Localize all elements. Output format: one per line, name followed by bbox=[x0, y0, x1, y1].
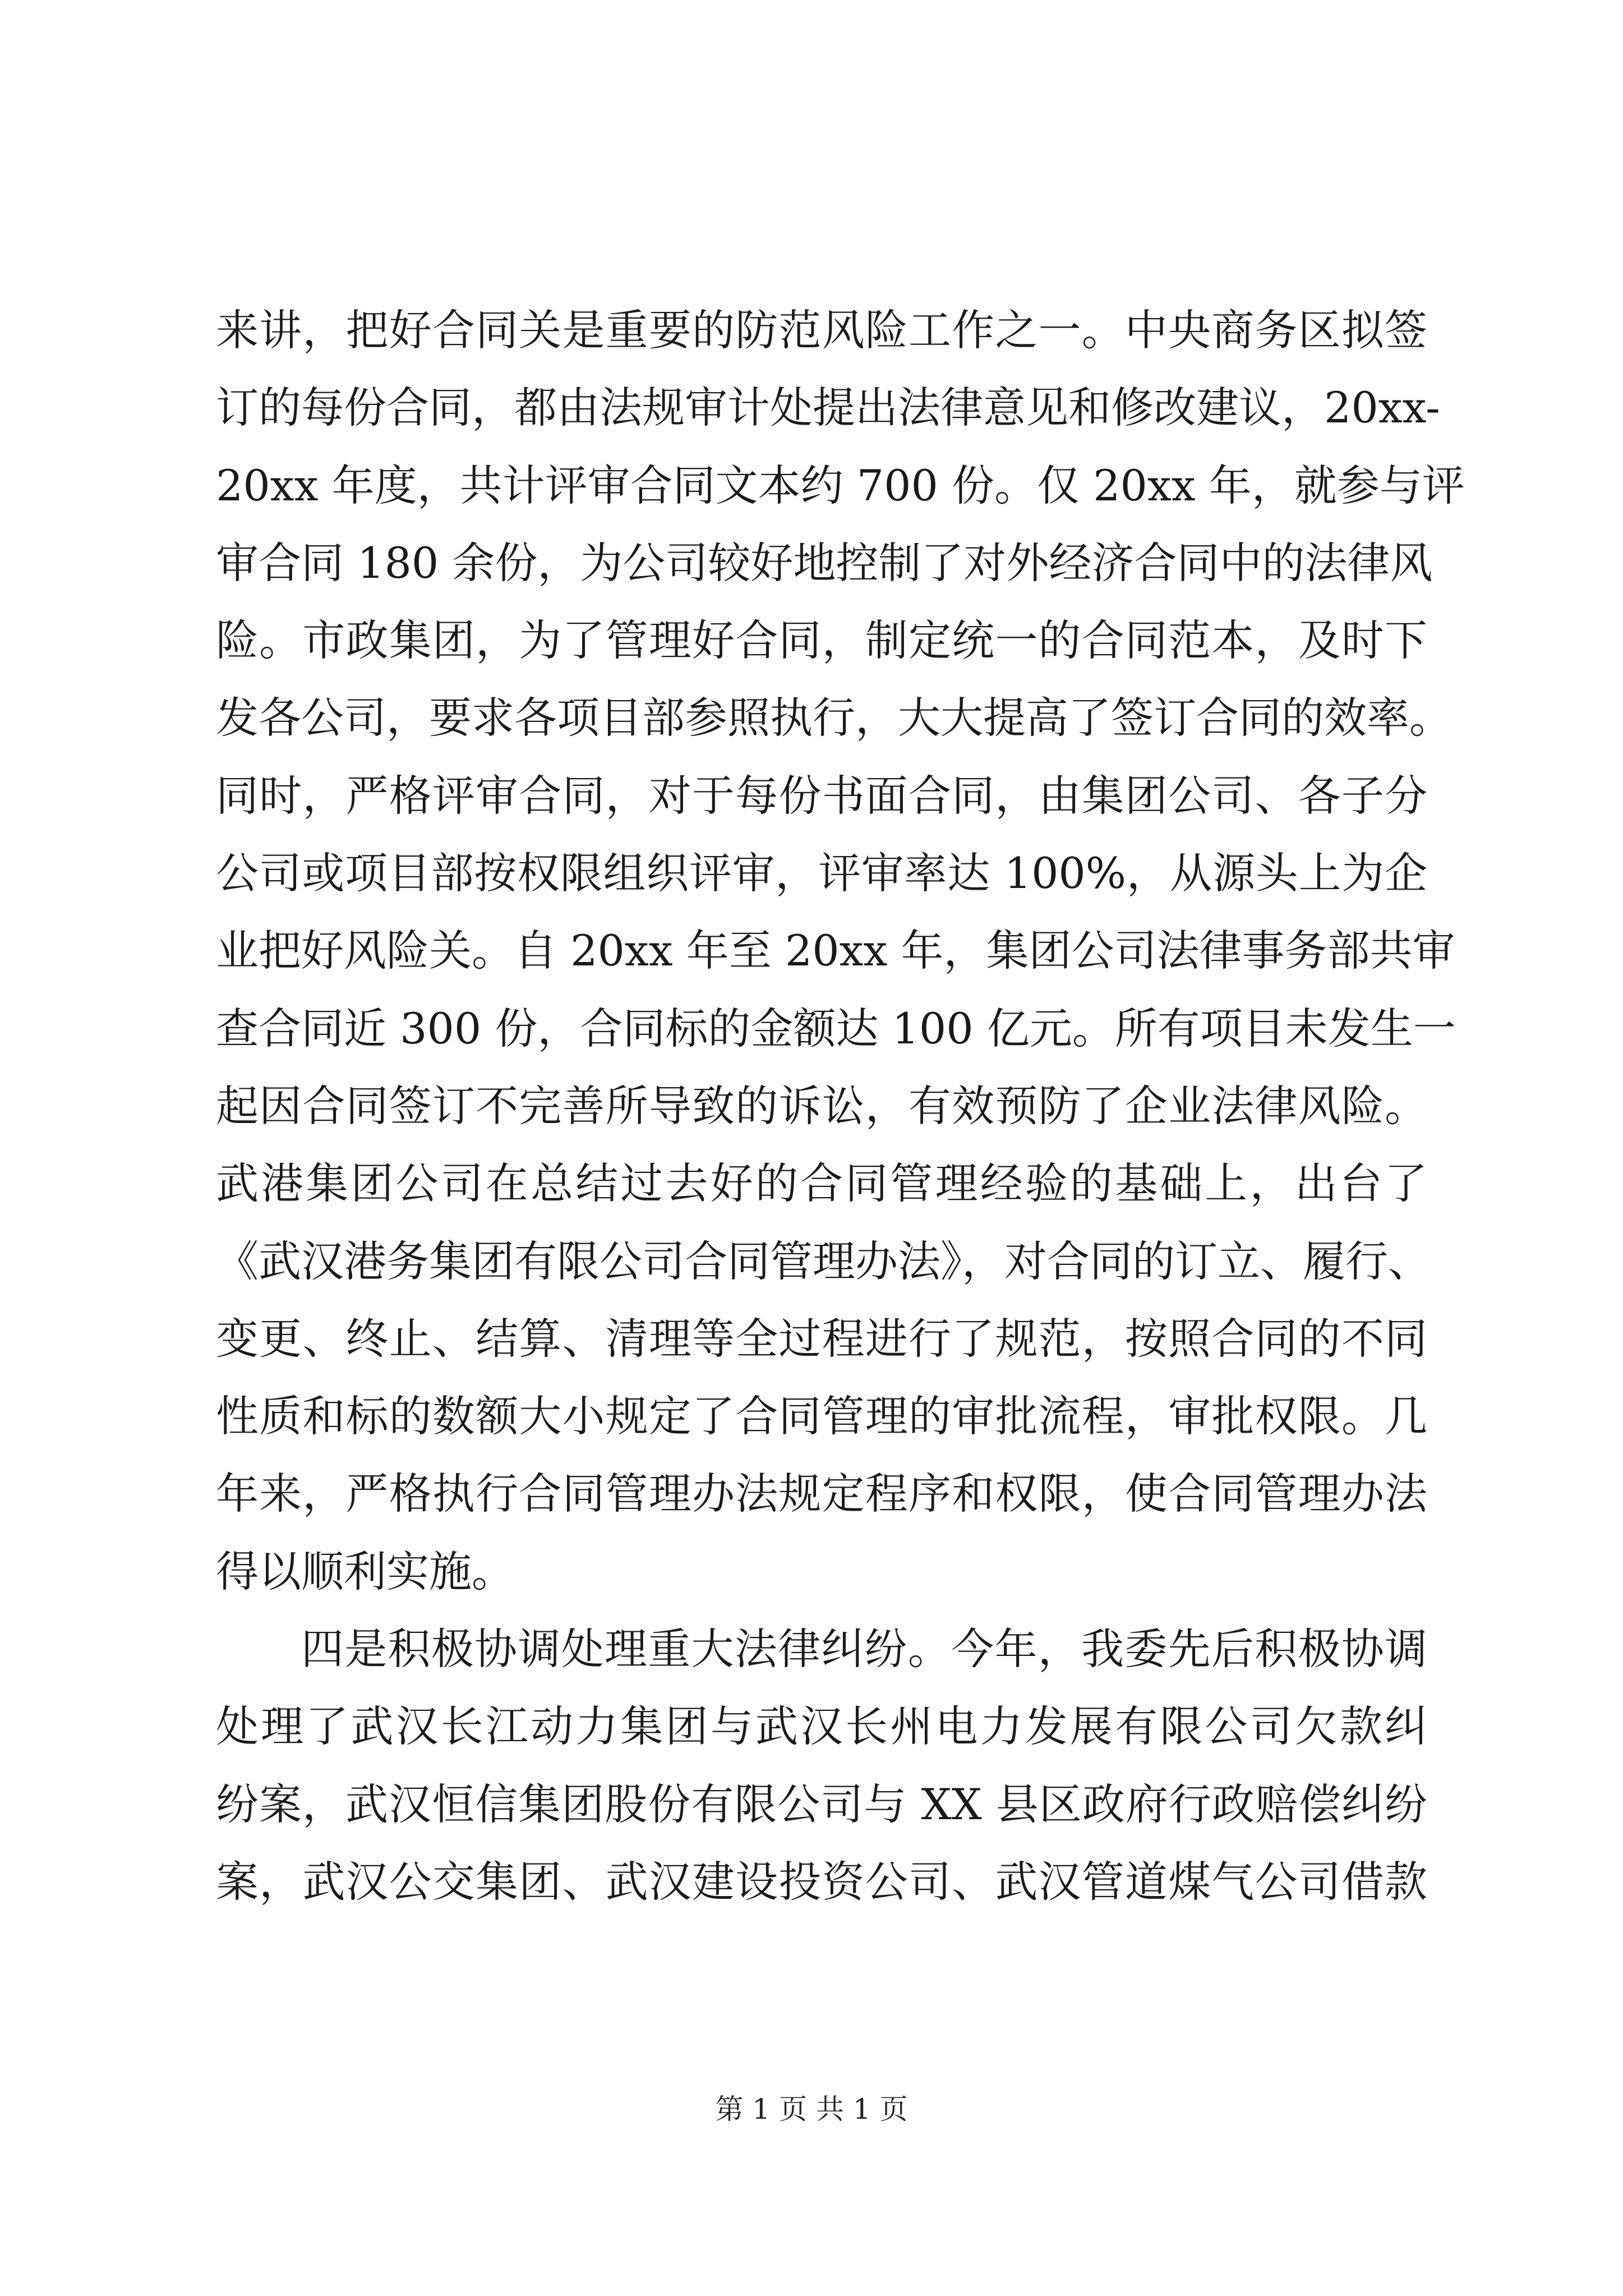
text-line: 查合同近 300 份，合同标的金额达 100 亿元。所有项目未发生一 bbox=[216, 1003, 1456, 1053]
text-line: 订的每份合同，都由法规审计处提出法律意见和修改建议，20xx- bbox=[216, 383, 1440, 433]
text-line: 纷案，武汉恒信集团股份有限公司与 XX 县区政府行政赔偿纠纷 bbox=[216, 1779, 1427, 1829]
text-line: 发各公司，要求各项目部参照执行，大大提高了签订合同的效率。 bbox=[216, 693, 1452, 743]
paragraph-end-line: 得以顺利实施。 bbox=[216, 1546, 514, 1596]
text-line: 20xx 年度，共计评审合同文本约 700 份。仅 20xx 年，就参与评 bbox=[216, 460, 1465, 510]
text-line: 处理了武汉长江动力集团与武汉长州电力发展有限公司欠款纠 bbox=[216, 1701, 1427, 1752]
paragraph-first-line: 四是积极协调处理重大法律纠纷。今年，我委先后积极协调 bbox=[301, 1624, 1427, 1674]
text-line: 性质和标的数额大小规定了合同管理的审批流程，审批权限。几 bbox=[216, 1391, 1427, 1442]
text-line: 起因合同签订不完善所导致的诉讼，有效预防了企业法律风险。 bbox=[216, 1080, 1427, 1131]
text-line: 业把好风险关。自 20xx 年至 20xx 年，集团公司法律事务部共审 bbox=[216, 926, 1455, 976]
document-body bbox=[216, 292, 1465, 1921]
text-line: 年来，严格执行合同管理办法规定程序和权限，使合同管理办法 bbox=[216, 1469, 1427, 1519]
text-line: 公司或项目部按权限组织评审，评审率达 100%，从源头上为企 bbox=[216, 848, 1427, 899]
page-footer bbox=[0, 2090, 1623, 2129]
page-number-label: 第 1 页 共 1 页 bbox=[715, 2093, 908, 2125]
text-line: 险。市政集团，为了管理好合同，制定统一的合同范本，及时下 bbox=[216, 615, 1427, 666]
text-line: 同时，严格评审合同，对于每份书面合同，由集团公司、各子分 bbox=[216, 770, 1427, 821]
text-line: 案，武汉公交集团、武汉建设投资公司、武汉管道煤气公司借款 bbox=[216, 1856, 1427, 1907]
text-line: 《武汉港务集团有限公司合同管理办法》，对合同的订立、履行、 bbox=[216, 1236, 1431, 1286]
text-line: 来讲，把好合同关是重要的防范风险工作之一。中央商务区拟签 bbox=[216, 305, 1427, 355]
text-line: 审合同 180 余份，为公司较好地控制了对外经济合同中的法律风 bbox=[216, 537, 1433, 588]
text-line: 变更、终止、结算、清理等全过程进行了规范，按照合同的不同 bbox=[216, 1313, 1427, 1364]
text-line: 武港集团公司在总结过去好的合同管理经验的基础上，出台了 bbox=[216, 1158, 1427, 1209]
